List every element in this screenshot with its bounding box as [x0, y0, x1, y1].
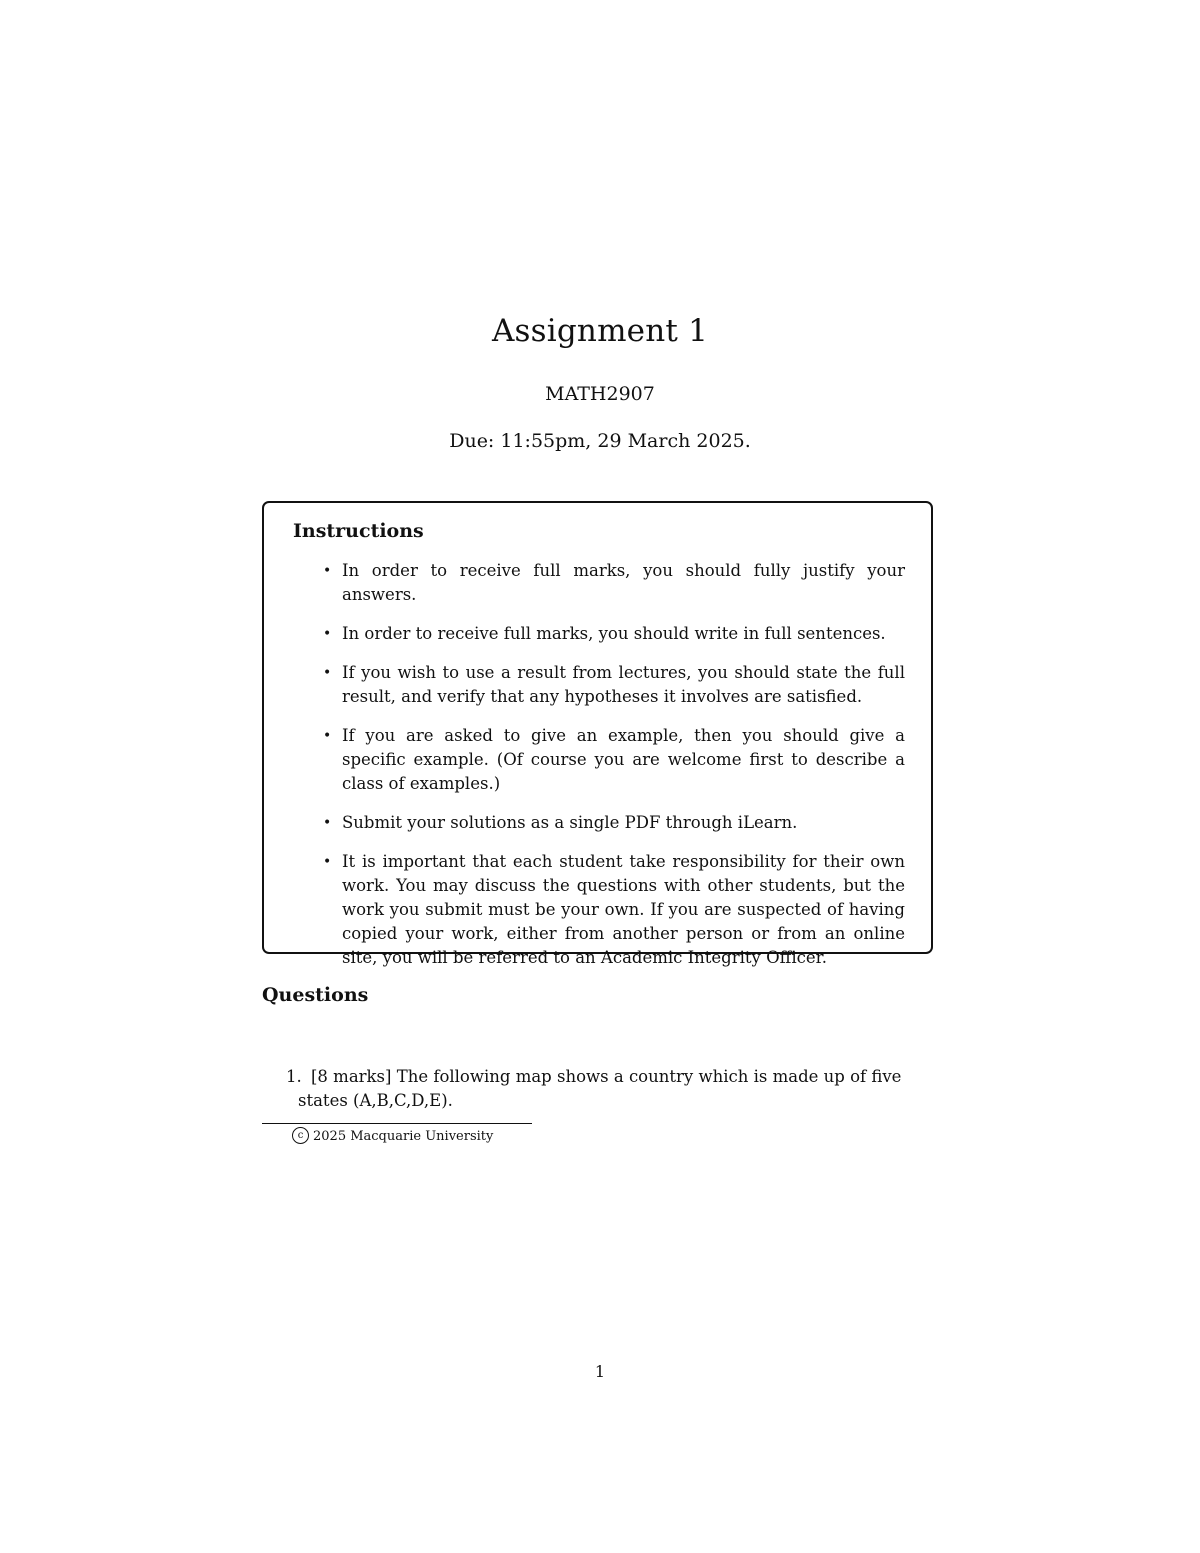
instructions-list [264, 559, 931, 985]
instruction-text: If you wish to use a result from lectures, you should state the full result, and verify that any hypotheses it involves are satisfied. [342, 663, 905, 706]
instruction-text: It is important that each student take responsibility for their own work. You may discuss the questions with other students, but the work you submit must be your own. If you are suspected of having copied your work, either from another person or from an online site, you will be referred to an Academic Integrity Officer. [342, 852, 905, 967]
question-text [249, 1065, 935, 1113]
question-text-line: [8 marks] The following map shows a country which is made up of five [311, 1067, 902, 1086]
copyright-icon: c [292, 1127, 309, 1144]
bullet-icon: • [323, 563, 332, 579]
instruction-text: If you are asked to give an example, then you should give a specific example. (Of course you are welcome first to describe a class of examples.) [342, 726, 905, 793]
bullet-icon: • [323, 728, 332, 744]
bullet-icon: • [323, 626, 332, 642]
questions-heading: Questions [262, 984, 369, 1006]
instructions-box [262, 501, 933, 967]
instruction-text: Submit your solutions as a single PDF through iLearn. [342, 813, 798, 832]
instruction-text: In order to receive full marks, you should fully justify your answers. [342, 561, 905, 604]
question-number: 1. [286, 1067, 302, 1086]
footnote [292, 1128, 493, 1145]
instruction-item [264, 811, 931, 835]
instruction-item [264, 724, 931, 796]
course-code: MATH2907 [545, 383, 655, 405]
instruction-text: In order to receive full marks, you should write in full sentences. [342, 624, 886, 643]
question-item [262, 1065, 935, 1113]
instructions-heading: Instructions [293, 520, 424, 542]
footnote-text: 2025 Macquarie University [313, 1129, 494, 1144]
instruction-item [264, 559, 931, 607]
bullet-icon: • [323, 815, 332, 831]
bullet-icon: • [323, 854, 332, 870]
due-date: Due: 11:55pm, 29 March 2025. [449, 430, 751, 452]
footnote-rule [262, 1123, 532, 1124]
page-title: Assignment 1 [491, 313, 709, 349]
question-text-line: states (A,B,C,D,E). [298, 1091, 453, 1110]
instruction-item [264, 622, 931, 646]
instruction-item [264, 850, 931, 970]
instruction-item [264, 661, 931, 709]
page-number: 1 [594, 1362, 606, 1381]
bullet-icon: • [323, 665, 332, 681]
